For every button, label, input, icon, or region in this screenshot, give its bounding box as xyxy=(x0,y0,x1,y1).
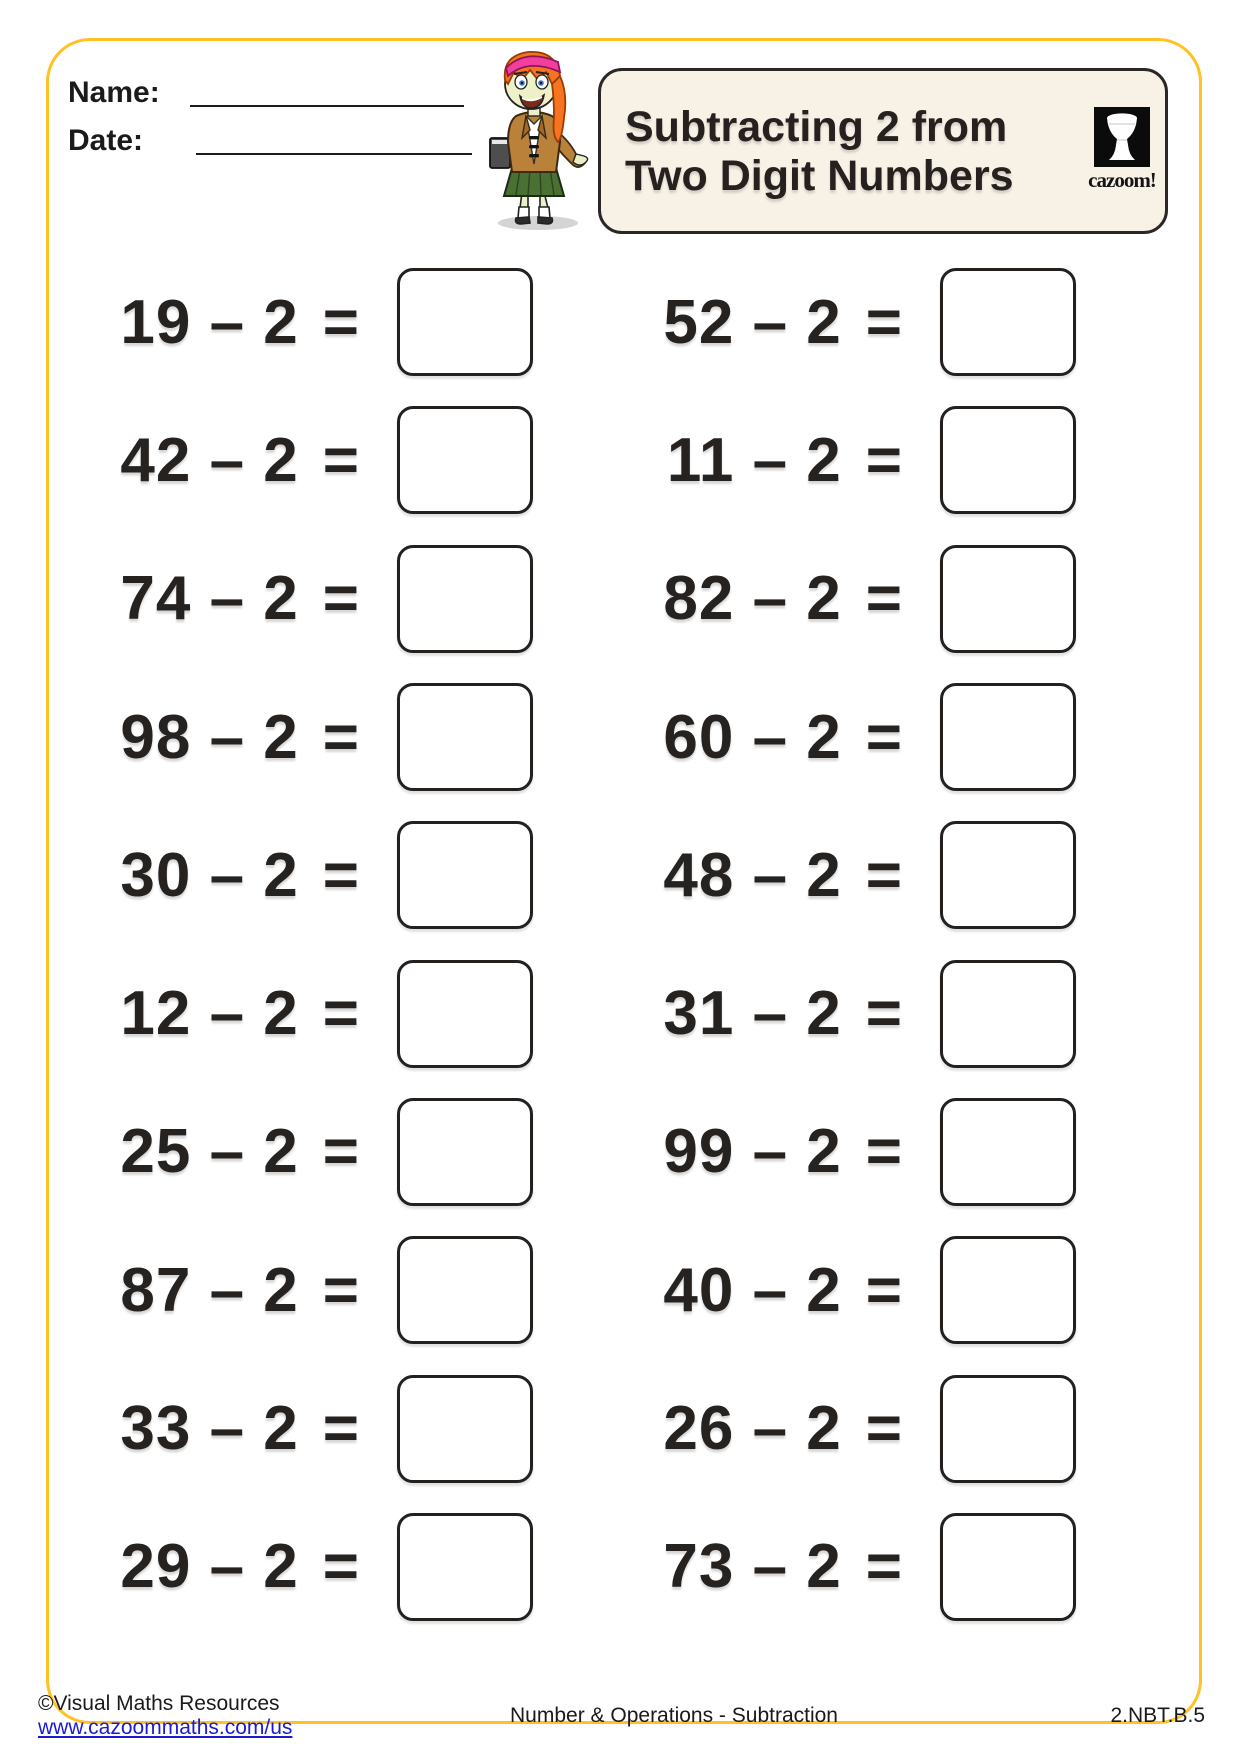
problem-row xyxy=(95,668,533,806)
equation-25-minus-2 xyxy=(95,1116,360,1187)
problem-row xyxy=(95,806,533,944)
problem-row xyxy=(95,1498,533,1636)
date-fill-line[interactable] xyxy=(196,153,472,155)
equation-19-minus-2 xyxy=(95,287,360,358)
problem-row xyxy=(95,944,533,1082)
problem-row xyxy=(640,253,1076,391)
problem-row xyxy=(95,391,533,529)
answer-box-74-minus-2[interactable] xyxy=(397,545,533,653)
expression-text: 87 – 2 xyxy=(120,1255,299,1325)
equation-31-minus-2 xyxy=(640,978,903,1049)
equation-11-minus-2 xyxy=(640,425,903,496)
equation-29-minus-2 xyxy=(95,1531,360,1602)
expression-text: 33 – 2 xyxy=(120,1394,299,1464)
hand xyxy=(573,154,588,165)
student-illustration xyxy=(476,46,592,232)
expression-text: 42 – 2 xyxy=(120,425,299,495)
expression-text: 40 – 2 xyxy=(663,1255,842,1325)
answer-box-48-minus-2[interactable] xyxy=(940,821,1076,929)
equation-98-minus-2 xyxy=(95,702,360,773)
equals-sign: = xyxy=(865,1255,903,1325)
expression-text: 82 – 2 xyxy=(663,564,842,634)
answer-box-99-minus-2[interactable] xyxy=(940,1098,1076,1206)
expression-text: 12 – 2 xyxy=(120,979,299,1049)
expression-text: 98 – 2 xyxy=(120,702,299,772)
answer-box-12-minus-2[interactable] xyxy=(397,960,533,1068)
name-label: Name: xyxy=(68,76,160,109)
answer-box-30-minus-2[interactable] xyxy=(397,821,533,929)
answer-box-29-minus-2[interactable] xyxy=(397,1513,533,1621)
answer-box-25-minus-2[interactable] xyxy=(397,1098,533,1206)
expression-text: 26 – 2 xyxy=(663,1394,842,1464)
title-line1: Subtracting 2 from xyxy=(625,103,1008,151)
equals-sign: = xyxy=(322,1394,360,1464)
drum-icon xyxy=(1094,107,1150,167)
problem-row xyxy=(95,1083,533,1221)
equation-42-minus-2 xyxy=(95,425,360,496)
answer-box-19-minus-2[interactable] xyxy=(397,268,533,376)
equals-sign: = xyxy=(322,840,360,910)
equation-12-minus-2 xyxy=(95,978,360,1049)
ponytail xyxy=(552,76,565,142)
equation-99-minus-2 xyxy=(640,1116,903,1187)
problem-row xyxy=(640,944,1076,1082)
standard-code: 2.NBT.B.5 xyxy=(1110,1704,1205,1727)
equation-82-minus-2 xyxy=(640,563,903,634)
equation-87-minus-2 xyxy=(95,1255,360,1326)
equals-sign: = xyxy=(322,1532,360,1602)
expression-text: 74 – 2 xyxy=(120,564,299,634)
problem-row xyxy=(640,1359,1076,1497)
expression-text: 60 – 2 xyxy=(663,702,842,772)
equals-sign: = xyxy=(322,1117,360,1187)
equals-sign: = xyxy=(865,287,903,357)
worksheet-title xyxy=(625,103,1065,201)
website-link[interactable]: www.cazoommaths.com/us xyxy=(38,1716,293,1739)
answer-box-31-minus-2[interactable] xyxy=(940,960,1076,1068)
equals-sign: = xyxy=(865,564,903,634)
expression-text: 25 – 2 xyxy=(120,1117,299,1187)
problem-row xyxy=(95,253,533,391)
equals-sign: = xyxy=(322,287,360,357)
book-pages xyxy=(492,140,508,144)
equals-sign: = xyxy=(865,1532,903,1602)
answer-box-42-minus-2[interactable] xyxy=(397,406,533,514)
equals-sign: = xyxy=(322,702,360,772)
answer-box-11-minus-2[interactable] xyxy=(940,406,1076,514)
problem-row xyxy=(640,668,1076,806)
problem-row xyxy=(95,530,533,668)
equation-40-minus-2 xyxy=(640,1255,903,1326)
expression-text: 73 – 2 xyxy=(663,1532,842,1602)
expression-text: 30 – 2 xyxy=(120,840,299,910)
expression-text: 31 – 2 xyxy=(663,979,842,1049)
copyright-text: ©Visual Maths Resources xyxy=(38,1692,280,1715)
answer-box-60-minus-2[interactable] xyxy=(940,683,1076,791)
expression-text: 19 – 2 xyxy=(120,287,299,357)
answer-box-98-minus-2[interactable] xyxy=(397,683,533,791)
equals-sign: = xyxy=(322,564,360,634)
problems-column-right xyxy=(640,253,1076,1636)
equation-48-minus-2 xyxy=(640,840,903,911)
name-fill-line[interactable] xyxy=(190,105,464,107)
equals-sign: = xyxy=(322,1255,360,1325)
expression-text: 29 – 2 xyxy=(120,1532,299,1602)
title-line2: Two Digit Numbers xyxy=(625,152,1014,200)
equals-sign: = xyxy=(865,702,903,772)
equation-30-minus-2 xyxy=(95,840,360,911)
problems-column-left xyxy=(95,253,533,1636)
problem-row xyxy=(95,1221,533,1359)
expression-text: 99 – 2 xyxy=(663,1117,842,1187)
equals-sign: = xyxy=(865,425,903,495)
equation-33-minus-2 xyxy=(95,1393,360,1464)
equation-26-minus-2 xyxy=(640,1393,903,1464)
equation-60-minus-2 xyxy=(640,702,903,773)
equation-73-minus-2 xyxy=(640,1531,903,1602)
problem-row xyxy=(640,1083,1076,1221)
title-box xyxy=(598,68,1168,234)
equals-sign: = xyxy=(322,979,360,1049)
expression-text: 52 – 2 xyxy=(663,287,842,357)
problem-row xyxy=(640,530,1076,668)
equals-sign: = xyxy=(322,425,360,495)
equals-sign: = xyxy=(865,840,903,910)
answer-box-87-minus-2[interactable] xyxy=(397,1236,533,1344)
problem-row xyxy=(640,391,1076,529)
equation-74-minus-2 xyxy=(95,563,360,634)
answer-box-40-minus-2[interactable] xyxy=(940,1236,1076,1344)
jacket-buttons xyxy=(529,136,539,157)
category-text: Number & Operations - Subtraction xyxy=(510,1704,838,1727)
answer-box-73-minus-2[interactable] xyxy=(940,1513,1076,1621)
answer-box-33-minus-2[interactable] xyxy=(397,1375,533,1483)
problem-row xyxy=(640,1498,1076,1636)
equals-sign: = xyxy=(865,1394,903,1464)
date-label: Date: xyxy=(68,124,144,157)
answer-box-52-minus-2[interactable] xyxy=(940,268,1076,376)
cazoom-logo xyxy=(1079,107,1165,193)
answer-box-26-minus-2[interactable] xyxy=(940,1375,1076,1483)
answer-box-82-minus-2[interactable] xyxy=(940,545,1076,653)
equals-sign: = xyxy=(865,979,903,1049)
expression-text: 48 – 2 xyxy=(663,840,842,910)
logo-text: cazoom! xyxy=(1088,168,1156,192)
equation-52-minus-2 xyxy=(640,287,903,358)
problem-row xyxy=(95,1359,533,1497)
equals-sign: = xyxy=(865,1117,903,1187)
problem-row xyxy=(640,806,1076,944)
expression-text: 11 – 2 xyxy=(666,425,842,495)
problem-row xyxy=(640,1221,1076,1359)
